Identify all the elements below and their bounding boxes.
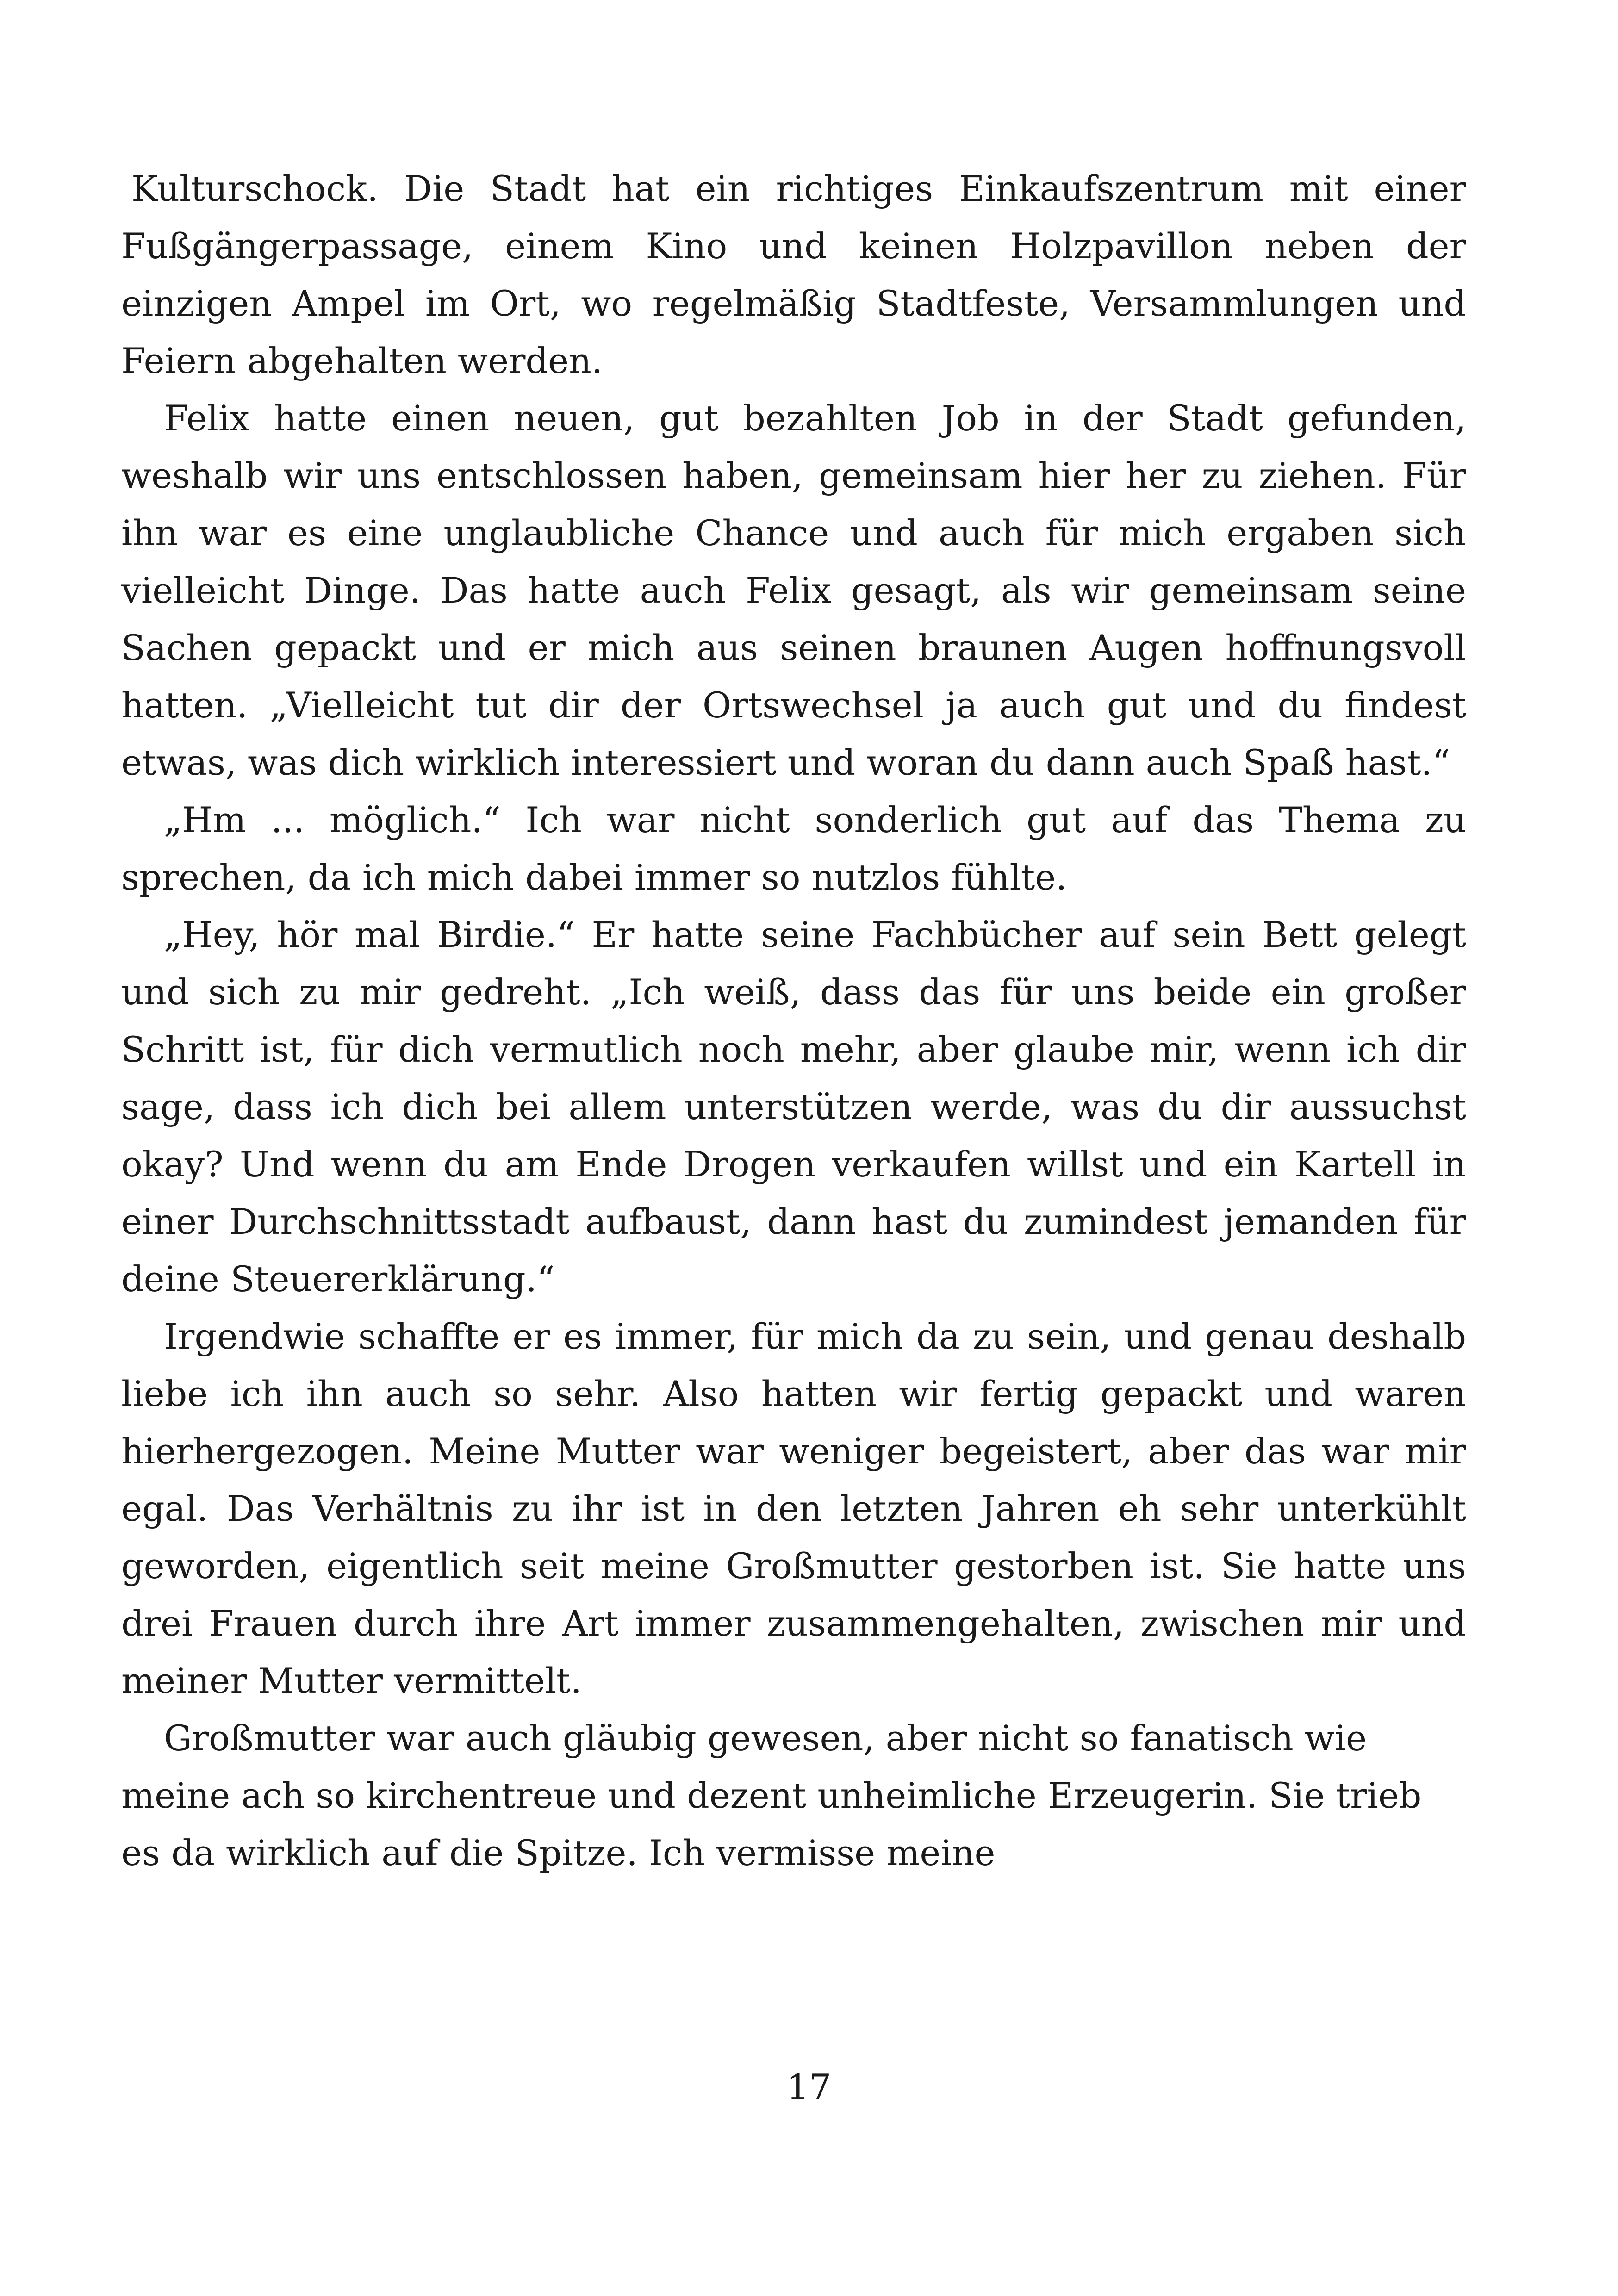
page-number: 17 bbox=[786, 2066, 832, 2108]
paragraph-1: Kulturschock. Die Stadt hat ein richtiges Einkaufszentrum mit einer Fußgängerpassage, einem Kino und keinen Holzpavillon neben der einzigen Ampel im Ort, wo regelmäßig Stadtfeste, Versammlungen und Feiern abgehalten werden. bbox=[121, 168, 1466, 381]
paragraph-3: „Hm ... möglich.“ Ich war nicht sonderlich gut auf das Thema zu sprechen, da ich mich dabei immer so nutzlos fühlte. bbox=[121, 799, 1466, 898]
paragraph-2: Felix hatte einen neuen, gut bezahlten Job in der Stadt gefunden, weshalb wir uns entschlossen haben, gemeinsam hier her zu ziehen. Für ihn war es eine unglaubliche Chance und auch für mich ergaben sich vielleicht Dinge. Das hatte auch Felix gesagt, als wir gemeinsam seine Sachen gepackt und er mich aus seinen braunen Augen hoffnungsvoll hatten. „Vielleicht tut dir der Ortswechsel ja auch gut und du findest etwas, was dich wirklich interessiert und woran du dann auch Spaß hast.“ bbox=[121, 398, 1466, 783]
body-text bbox=[121, 160, 1466, 1882]
paragraph-5: Irgendwie schaffte er es immer, für mich da zu sein, und genau deshalb liebe ich ihn auch so sehr. Also hatten wir fertig gepackt und waren hierhergezogen. Meine Mutter war weniger begeistert, aber das war mir egal. Das Verhältnis zu ihr ist in den letzten Jahren eh sehr unterkühlt geworden, eigentlich seit meine Großmutter gestorben ist. Sie hatte uns drei Frauen durch ihre Art immer zusammengehalten, zwischen mir und meiner Mutter vermittelt. bbox=[121, 1316, 1466, 1701]
paragraph-4: „Hey, hör mal Birdie.“ Er hatte seine Fachbücher auf sein Bett gelegt und sich zu mir gedreht. „Ich weiß, dass das für uns beide ein großer Schritt ist, für dich vermutlich noch mehr, aber glaube mir, wenn ich dir sage, dass ich dich bei allem unterstützen werde, was du dir aussuchst okay? Und wenn du am Ende Drogen verkaufen willst und ein Kartell in einer Durchschnittsstadt aufbaust, dann hast du zumindest jemanden für deine Steuererklärung.“ bbox=[121, 914, 1466, 1300]
paragraph-6: Großmutter war auch gläubig gewesen, aber nicht so fanatisch wie meine ach so kirchentreue und dezent unheimliche Erzeugerin. Sie trieb es da wirklich auf die Spitze. Ich vermisse meine bbox=[121, 1717, 1422, 1873]
